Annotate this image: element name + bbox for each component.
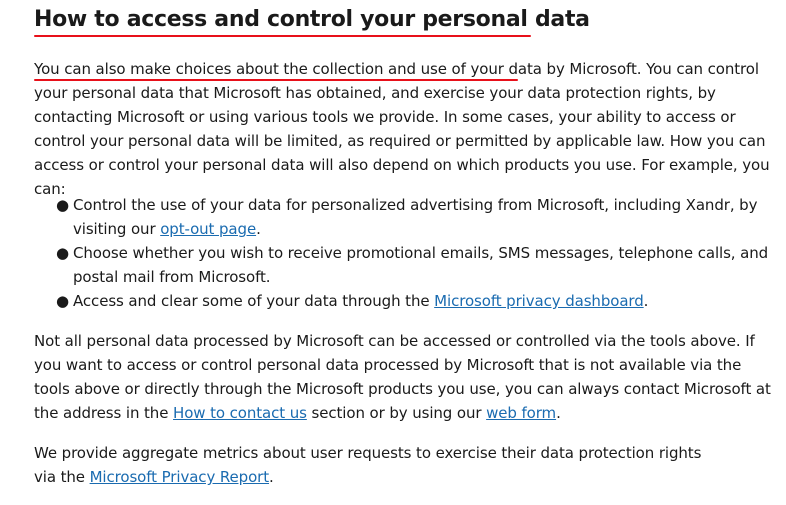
list-item-text: Access and clear some of your data through the [73, 292, 435, 310]
metrics-text: We provide aggregate metrics about user requests to exercise their data protection rights via the [34, 444, 702, 486]
bullet-icon: ● [56, 244, 69, 262]
list-item-text: . [256, 220, 261, 238]
access-text: . [556, 404, 561, 422]
metrics-text: . [269, 468, 274, 486]
how-to-contact-us-link[interactable]: How to contact us [173, 404, 307, 422]
access-text: Not all personal data processed by Microsoft can be accessed or controlled via the tools above. If you want to access or control personal data processed by Microsoft that is not available via the tools above or directly through the Microsoft products you use, you can always contact Microsoft at the address in the [34, 332, 771, 422]
access-text: section or by using our [306, 404, 487, 422]
bullet-icon: ● [56, 292, 69, 310]
metrics-paragraph [34, 441, 704, 489]
list-item [56, 289, 786, 313]
heading-red-underline [34, 35, 531, 37]
intro-highlighted-text: You can also make choices about the collection and use of your data [34, 60, 542, 78]
list-item-text: Choose whether you wish to receive promotional emails, SMS messages, telephone calls, and postal mail from Microsoft. [73, 244, 769, 286]
list-item-text: Control the use of your data for personalized advertising from Microsoft, including Xandr, by visiting our [73, 196, 758, 238]
opt-out-page-link[interactable]: opt-out page [160, 220, 257, 238]
list-item [56, 241, 786, 289]
sentence-red-underline [34, 79, 518, 81]
list-item [56, 193, 786, 241]
intro-rest-text: by Microsoft. You can control your personal data that Microsoft has obtained, and exercise your data protection rights, by contacting Microsoft or using various tools we provide. In some cases, your ability to access or control your personal data will be limited, as required or permitted by applicable law. How you can access or control your personal data will also depend on which products you use. For example, you can: [34, 60, 770, 198]
control-options-list [34, 193, 786, 313]
section-heading: How to access and control your personal data [34, 7, 590, 32]
privacy-dashboard-link[interactable]: Microsoft privacy dashboard [434, 292, 644, 310]
privacy-report-link[interactable]: Microsoft Privacy Report [89, 468, 270, 486]
access-paragraph [34, 329, 774, 425]
web-form-link[interactable]: web form [486, 404, 557, 422]
list-item-text: . [643, 292, 649, 310]
bullet-icon: ● [56, 196, 69, 214]
